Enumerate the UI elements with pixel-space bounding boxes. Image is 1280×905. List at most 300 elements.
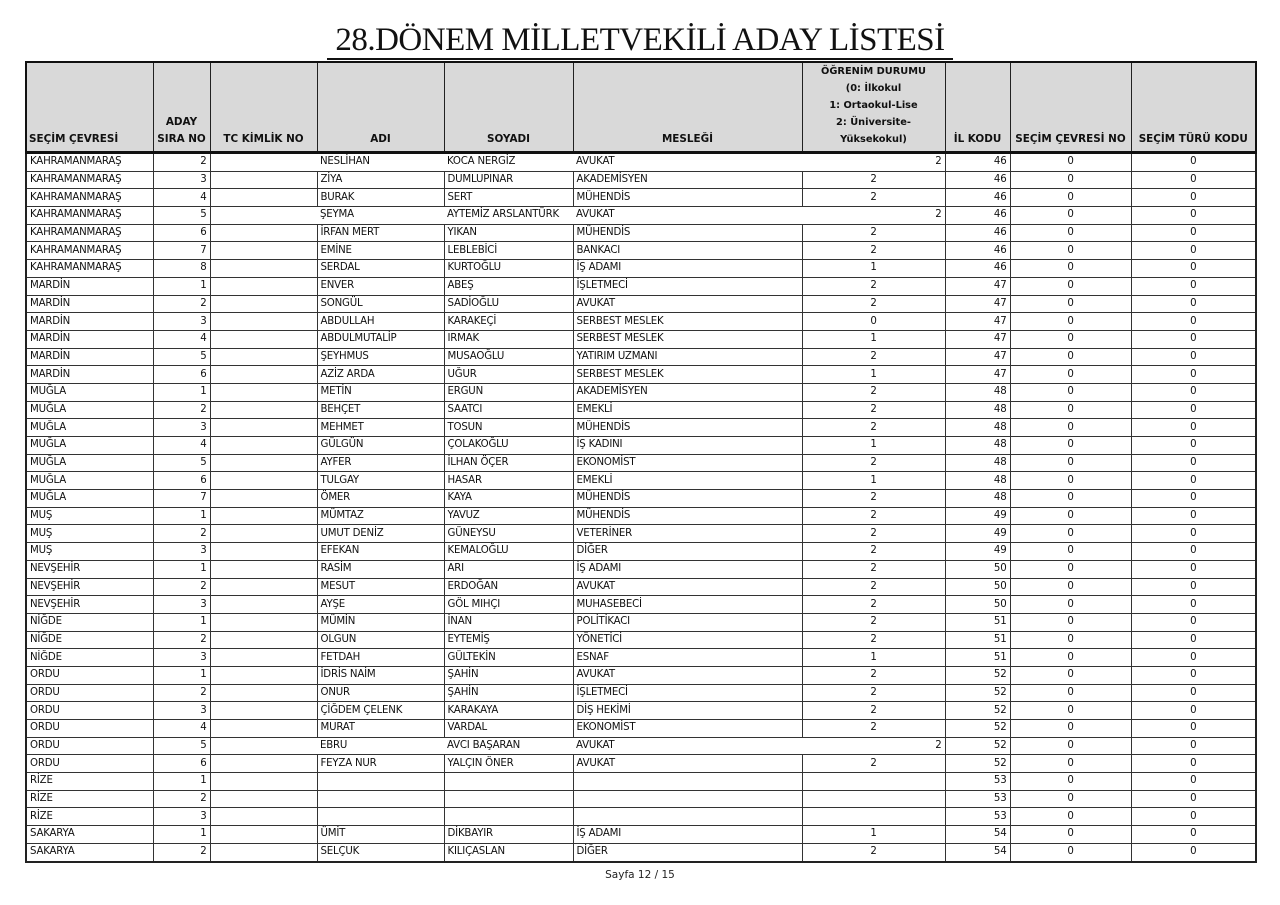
cell-aday-sira-no: 6 <box>153 472 210 490</box>
cell-soyadi: MUSAOĞLU <box>444 348 573 366</box>
cell-ogrenim-durumu <box>802 808 945 826</box>
cell-tc-kimlik-no <box>210 631 317 649</box>
cell-adi: GÜLGÜN <box>317 437 444 455</box>
cell-aday-sira-no: 4 <box>153 189 210 207</box>
table-row <box>26 543 1256 561</box>
cell-aday-sira-no: 2 <box>153 843 210 861</box>
cell-soyadi: KARAKEÇİ <box>444 313 573 331</box>
cell-tc-kimlik-no <box>210 560 317 578</box>
cell-tc-kimlik-no <box>210 843 317 861</box>
cell-meslegi: DİĞER <box>573 543 802 561</box>
cell-adi: UMUT DENİZ <box>317 525 444 543</box>
cell-soyadi: KILIÇASLAN <box>444 843 573 861</box>
cell-soyadi: ARI <box>444 560 573 578</box>
cell-secim-cevresi-no: 0 <box>1010 649 1131 667</box>
cell-aday-sira-no: 1 <box>153 666 210 684</box>
cell-adi: İDRİS NAİM <box>317 666 444 684</box>
cell-tc-kimlik-no <box>210 313 317 331</box>
cell-ogrenim-durumu: 2 <box>802 684 945 702</box>
cell-soyadi: KOCA NERGİZ <box>444 153 573 172</box>
cell-tc-kimlik-no <box>210 295 317 313</box>
cell-secim-turu-kodu: 0 <box>1131 313 1256 331</box>
table-row <box>26 578 1256 596</box>
cell-il-kodu: 53 <box>945 790 1010 808</box>
cell-tc-kimlik-no <box>210 277 317 295</box>
cell-aday-sira-no: 1 <box>153 773 210 791</box>
cell-secim-cevresi-no: 0 <box>1010 843 1131 861</box>
cell-il-kodu: 48 <box>945 490 1010 508</box>
cell-meslegi: MÜHENDİS <box>573 189 802 207</box>
cell-secim-cevresi-no: 0 <box>1010 260 1131 278</box>
cell-secim-cevresi-no: 0 <box>1010 242 1131 260</box>
cell-secim-cevresi-no: 0 <box>1010 383 1131 401</box>
table-row <box>26 330 1256 348</box>
header-tc-kimlik-no: TC KİMLİK NO <box>210 62 317 153</box>
cell-adi: SELÇUK <box>317 843 444 861</box>
cell-adi: ŞEYHMUS <box>317 348 444 366</box>
cell-secim-cevresi-no: 0 <box>1010 366 1131 384</box>
table-row <box>26 454 1256 472</box>
cell-il-kodu: 54 <box>945 826 1010 844</box>
cell-soyadi: EYTEMİŞ <box>444 631 573 649</box>
cell-aday-sira-no: 6 <box>153 224 210 242</box>
cell-soyadi: YALÇIN ÖNER <box>444 755 573 773</box>
cell-soyadi: AVCI BAŞARAN <box>444 737 573 755</box>
cell-tc-kimlik-no <box>210 507 317 525</box>
cell-il-kodu: 46 <box>945 153 1010 172</box>
cell-adi: OLGUN <box>317 631 444 649</box>
cell-il-kodu: 48 <box>945 472 1010 490</box>
cell-tc-kimlik-no <box>210 808 317 826</box>
cell-ogrenim-durumu: 2 <box>802 507 945 525</box>
cell-aday-sira-no: 5 <box>153 348 210 366</box>
table-row <box>26 790 1256 808</box>
cell-il-kodu: 47 <box>945 348 1010 366</box>
cell-soyadi: LEBLEBİCİ <box>444 242 573 260</box>
table-row <box>26 720 1256 738</box>
cell-ogrenim-durumu: 2 <box>802 419 945 437</box>
cell-il-kodu: 51 <box>945 649 1010 667</box>
cell-secim-turu-kodu: 0 <box>1131 843 1256 861</box>
table-row <box>26 153 1256 172</box>
cell-aday-sira-no: 5 <box>153 207 210 225</box>
table-row <box>26 437 1256 455</box>
cell-adi: ABDULLAH <box>317 313 444 331</box>
header-aday-sira-no: ADAY SIRA NO <box>153 62 210 153</box>
cell-adi: ENVER <box>317 277 444 295</box>
cell-secim-cevresi-no: 0 <box>1010 578 1131 596</box>
cell-soyadi: AYTEMİZ ARSLANTÜRK <box>444 207 573 225</box>
cell-adi: FEYZA NUR <box>317 755 444 773</box>
cell-soyadi: ŞAHİN <box>444 684 573 702</box>
cell-secim-turu-kodu: 0 <box>1131 348 1256 366</box>
table-row <box>26 207 1256 225</box>
cell-tc-kimlik-no <box>210 737 317 755</box>
header-secim-cevresi-no: SEÇİM ÇEVRESİ NO <box>1010 62 1131 153</box>
cell-adi: BURAK <box>317 189 444 207</box>
cell-aday-sira-no: 4 <box>153 437 210 455</box>
cell-secim-cevresi-no: 0 <box>1010 189 1131 207</box>
cell-tc-kimlik-no <box>210 666 317 684</box>
cell-aday-sira-no: 2 <box>153 631 210 649</box>
table-row <box>26 348 1256 366</box>
cell-il-kodu: 51 <box>945 613 1010 631</box>
cell-ogrenim-durumu <box>802 773 945 791</box>
cell-meslegi: İŞ ADAMI <box>573 560 802 578</box>
cell-meslegi: MÜHENDİS <box>573 224 802 242</box>
cell-aday-sira-no: 2 <box>153 578 210 596</box>
cell-aday-sira-no: 2 <box>153 401 210 419</box>
cell-ogrenim-durumu <box>802 790 945 808</box>
cell-secim-turu-kodu: 0 <box>1131 383 1256 401</box>
cell-secim-cevresi-no: 0 <box>1010 773 1131 791</box>
cell-secim-cevresi: MARDİN <box>26 277 153 295</box>
cell-ogrenim-durumu: 2 <box>802 525 945 543</box>
table-row <box>26 843 1256 861</box>
cell-secim-turu-kodu: 0 <box>1131 773 1256 791</box>
cell-secim-cevresi-no: 0 <box>1010 543 1131 561</box>
cell-meslegi: İŞ KADINI <box>573 437 802 455</box>
cell-il-kodu: 47 <box>945 313 1010 331</box>
cell-secim-turu-kodu: 0 <box>1131 755 1256 773</box>
cell-meslegi: İŞLETMECİ <box>573 277 802 295</box>
cell-soyadi: ÇOLAKOĞLU <box>444 437 573 455</box>
cell-tc-kimlik-no <box>210 596 317 614</box>
cell-soyadi: UĞUR <box>444 366 573 384</box>
cell-secim-cevresi: MUŞ <box>26 525 153 543</box>
cell-il-kodu: 48 <box>945 383 1010 401</box>
cell-il-kodu: 54 <box>945 843 1010 861</box>
cell-il-kodu: 50 <box>945 560 1010 578</box>
cell-secim-cevresi: MUĞLA <box>26 419 153 437</box>
cell-secim-cevresi: KAHRAMANMARAŞ <box>26 189 153 207</box>
cell-tc-kimlik-no <box>210 171 317 189</box>
cell-ogrenim-durumu: 2 <box>802 613 945 631</box>
cell-secim-turu-kodu: 0 <box>1131 437 1256 455</box>
cell-tc-kimlik-no <box>210 826 317 844</box>
cell-secim-turu-kodu: 0 <box>1131 826 1256 844</box>
cell-adi: AZİZ ARDA <box>317 366 444 384</box>
cell-soyadi <box>444 808 573 826</box>
cell-adi: BEHÇET <box>317 401 444 419</box>
cell-secim-cevresi: RİZE <box>26 790 153 808</box>
table-row <box>26 224 1256 242</box>
cell-il-kodu: 46 <box>945 242 1010 260</box>
cell-adi: ONUR <box>317 684 444 702</box>
cell-secim-cevresi: NİĞDE <box>26 631 153 649</box>
cell-secim-turu-kodu: 0 <box>1131 472 1256 490</box>
cell-adi: SERDAL <box>317 260 444 278</box>
cell-il-kodu: 47 <box>945 366 1010 384</box>
cell-aday-sira-no: 1 <box>153 560 210 578</box>
cell-il-kodu: 46 <box>945 224 1010 242</box>
cell-il-kodu: 46 <box>945 207 1010 225</box>
cell-aday-sira-no: 3 <box>153 171 210 189</box>
cell-il-kodu: 49 <box>945 507 1010 525</box>
cell-tc-kimlik-no <box>210 454 317 472</box>
cell-ogrenim-durumu: 2 <box>802 755 945 773</box>
cell-secim-cevresi: RİZE <box>26 808 153 826</box>
cell-secim-turu-kodu: 0 <box>1131 224 1256 242</box>
cell-meslegi: POLİTİKACI <box>573 613 802 631</box>
cell-secim-turu-kodu: 0 <box>1131 560 1256 578</box>
cell-meslegi: AKADEMİSYEN <box>573 383 802 401</box>
cell-secim-cevresi-no: 0 <box>1010 171 1131 189</box>
header-soyadi: SOYADI <box>444 62 573 153</box>
cell-ogrenim-durumu: 1 <box>802 330 945 348</box>
cell-soyadi: DİKBAYIR <box>444 826 573 844</box>
cell-secim-cevresi-no: 0 <box>1010 348 1131 366</box>
cell-aday-sira-no: 1 <box>153 826 210 844</box>
table-row <box>26 560 1256 578</box>
table-row <box>26 702 1256 720</box>
cell-aday-sira-no: 3 <box>153 313 210 331</box>
cell-meslegi <box>573 790 802 808</box>
cell-ogrenim-durumu: 1 <box>802 649 945 667</box>
cell-aday-sira-no: 7 <box>153 490 210 508</box>
table-row <box>26 189 1256 207</box>
cell-adi <box>317 808 444 826</box>
cell-secim-cevresi: ORDU <box>26 720 153 738</box>
cell-secim-cevresi-no: 0 <box>1010 613 1131 631</box>
cell-ogrenim-durumu: 2 <box>802 490 945 508</box>
cell-secim-cevresi-no: 0 <box>1010 419 1131 437</box>
cell-secim-cevresi: MUŞ <box>26 507 153 525</box>
cell-aday-sira-no: 6 <box>153 366 210 384</box>
cell-adi: FETDAH <box>317 649 444 667</box>
cell-tc-kimlik-no <box>210 578 317 596</box>
cell-meslegi: SERBEST MESLEK <box>573 330 802 348</box>
cell-meslegi: İŞ ADAMI <box>573 260 802 278</box>
cell-secim-turu-kodu: 0 <box>1131 543 1256 561</box>
cell-adi: MURAT <box>317 720 444 738</box>
cell-secim-cevresi-no: 0 <box>1010 720 1131 738</box>
cell-aday-sira-no: 1 <box>153 383 210 401</box>
cell-tc-kimlik-no <box>210 649 317 667</box>
cell-adi: MEHMET <box>317 419 444 437</box>
cell-aday-sira-no: 6 <box>153 755 210 773</box>
cell-tc-kimlik-no <box>210 383 317 401</box>
cell-ogrenim-durumu: 2 <box>802 153 945 172</box>
cell-adi: RASİM <box>317 560 444 578</box>
cell-soyadi: IRMAK <box>444 330 573 348</box>
cell-il-kodu: 52 <box>945 702 1010 720</box>
table-row <box>26 242 1256 260</box>
cell-adi: NESLİHAN <box>317 153 444 172</box>
header-secim-turu-kodu: SEÇİM TÜRÜ KODU <box>1131 62 1256 153</box>
cell-secim-cevresi: ORDU <box>26 755 153 773</box>
cell-ogrenim-durumu: 2 <box>802 277 945 295</box>
cell-ogrenim-durumu: 1 <box>802 260 945 278</box>
cell-aday-sira-no: 2 <box>153 684 210 702</box>
cell-aday-sira-no: 1 <box>153 507 210 525</box>
cell-secim-turu-kodu: 0 <box>1131 277 1256 295</box>
cell-secim-cevresi: SAKARYA <box>26 843 153 861</box>
cell-meslegi: MÜHENDİS <box>573 490 802 508</box>
header-ogrenim-durumu: ÖĞRENİM DURUMU (0: İlkokul 1: Ortaokul-Lise 2: Üniversite- Yüksekokul) <box>802 62 945 153</box>
cell-secim-cevresi: ORDU <box>26 666 153 684</box>
cell-ogrenim-durumu: 1 <box>802 437 945 455</box>
table-row <box>26 649 1256 667</box>
table-row <box>26 596 1256 614</box>
cell-secim-turu-kodu: 0 <box>1131 153 1256 172</box>
table-row <box>26 826 1256 844</box>
cell-il-kodu: 49 <box>945 543 1010 561</box>
cell-secim-turu-kodu: 0 <box>1131 260 1256 278</box>
cell-secim-cevresi-no: 0 <box>1010 826 1131 844</box>
cell-tc-kimlik-no <box>210 543 317 561</box>
cell-meslegi: BANKACI <box>573 242 802 260</box>
cell-meslegi: EKONOMİST <box>573 454 802 472</box>
cell-secim-turu-kodu: 0 <box>1131 207 1256 225</box>
cell-soyadi: İNAN <box>444 613 573 631</box>
cell-meslegi: ESNAF <box>573 649 802 667</box>
table-row <box>26 773 1256 791</box>
cell-aday-sira-no: 3 <box>153 419 210 437</box>
cell-secim-cevresi-no: 0 <box>1010 684 1131 702</box>
cell-secim-turu-kodu: 0 <box>1131 507 1256 525</box>
cell-secim-cevresi-no: 0 <box>1010 596 1131 614</box>
cell-meslegi: EMEKLİ <box>573 401 802 419</box>
title-text: 28.DÖNEM MİLLETVEKİLİ ADAY LİSTESİ <box>327 22 952 60</box>
cell-secim-cevresi: MUĞLA <box>26 454 153 472</box>
cell-ogrenim-durumu: 2 <box>802 224 945 242</box>
cell-soyadi: İLHAN ÖÇER <box>444 454 573 472</box>
cell-secim-cevresi-no: 0 <box>1010 755 1131 773</box>
cell-secim-cevresi: MARDİN <box>26 313 153 331</box>
cell-secim-cevresi-no: 0 <box>1010 401 1131 419</box>
document-title <box>0 22 1280 58</box>
table-row <box>26 755 1256 773</box>
cell-soyadi: DUMLUPINAR <box>444 171 573 189</box>
cell-secim-turu-kodu: 0 <box>1131 454 1256 472</box>
table-row <box>26 684 1256 702</box>
cell-secim-cevresi: MUŞ <box>26 543 153 561</box>
cell-secim-cevresi-no: 0 <box>1010 702 1131 720</box>
cell-il-kodu: 52 <box>945 720 1010 738</box>
cell-ogrenim-durumu: 2 <box>802 737 945 755</box>
cell-il-kodu: 46 <box>945 171 1010 189</box>
cell-secim-cevresi: MUĞLA <box>26 401 153 419</box>
cell-tc-kimlik-no <box>210 613 317 631</box>
cell-secim-cevresi-no: 0 <box>1010 313 1131 331</box>
cell-secim-cevresi-no: 0 <box>1010 525 1131 543</box>
cell-soyadi: GÖL MIHÇI <box>444 596 573 614</box>
cell-secim-cevresi: ORDU <box>26 737 153 755</box>
cell-aday-sira-no: 3 <box>153 649 210 667</box>
cell-secim-cevresi: NEVŞEHİR <box>26 596 153 614</box>
cell-tc-kimlik-no <box>210 720 317 738</box>
cell-secim-cevresi: NEVŞEHİR <box>26 578 153 596</box>
cell-ogrenim-durumu: 2 <box>802 171 945 189</box>
cell-meslegi: YATIRIM UZMANI <box>573 348 802 366</box>
cell-soyadi: VARDAL <box>444 720 573 738</box>
cell-secim-turu-kodu: 0 <box>1131 242 1256 260</box>
table-body <box>26 153 1256 862</box>
table-row <box>26 507 1256 525</box>
cell-adi: ÇİĞDEM ÇELENK <box>317 702 444 720</box>
cell-il-kodu: 52 <box>945 684 1010 702</box>
table-row <box>26 666 1256 684</box>
cell-tc-kimlik-no <box>210 330 317 348</box>
cell-secim-cevresi: MARDİN <box>26 330 153 348</box>
cell-soyadi: GÜLTEKİN <box>444 649 573 667</box>
cell-il-kodu: 49 <box>945 525 1010 543</box>
cell-meslegi: VETERİNER <box>573 525 802 543</box>
cell-secim-cevresi: NEVŞEHİR <box>26 560 153 578</box>
cell-aday-sira-no: 8 <box>153 260 210 278</box>
cell-aday-sira-no: 2 <box>153 153 210 172</box>
cell-secim-cevresi-no: 0 <box>1010 737 1131 755</box>
cell-il-kodu: 53 <box>945 808 1010 826</box>
cell-tc-kimlik-no <box>210 755 317 773</box>
cell-adi: ÜMİT <box>317 826 444 844</box>
cell-meslegi: AVUKAT <box>573 737 802 755</box>
table-row <box>26 613 1256 631</box>
cell-secim-cevresi-no: 0 <box>1010 330 1131 348</box>
cell-soyadi: TOSUN <box>444 419 573 437</box>
cell-secim-turu-kodu: 0 <box>1131 419 1256 437</box>
cell-ogrenim-durumu: 2 <box>802 843 945 861</box>
cell-meslegi: DİĞER <box>573 843 802 861</box>
cell-adi: EBRU <box>317 737 444 755</box>
header-il-kodu: İL KODU <box>945 62 1010 153</box>
cell-meslegi: AVUKAT <box>573 207 802 225</box>
cell-soyadi <box>444 773 573 791</box>
cell-secim-cevresi-no: 0 <box>1010 472 1131 490</box>
cell-secim-cevresi-no: 0 <box>1010 507 1131 525</box>
cell-aday-sira-no: 3 <box>153 596 210 614</box>
table-row <box>26 401 1256 419</box>
cell-ogrenim-durumu: 2 <box>802 401 945 419</box>
cell-il-kodu: 47 <box>945 330 1010 348</box>
cell-soyadi: KEMALOĞLU <box>444 543 573 561</box>
cell-ogrenim-durumu: 2 <box>802 720 945 738</box>
cell-adi: MÜMİN <box>317 613 444 631</box>
cell-secim-cevresi-no: 0 <box>1010 454 1131 472</box>
cell-secim-turu-kodu: 0 <box>1131 366 1256 384</box>
cell-ogrenim-durumu: 2 <box>802 631 945 649</box>
cell-meslegi: İŞ ADAMI <box>573 826 802 844</box>
cell-secim-turu-kodu: 0 <box>1131 189 1256 207</box>
cell-secim-cevresi-no: 0 <box>1010 277 1131 295</box>
cell-secim-turu-kodu: 0 <box>1131 613 1256 631</box>
table-row <box>26 490 1256 508</box>
cell-secim-cevresi-no: 0 <box>1010 631 1131 649</box>
cell-secim-cevresi-no: 0 <box>1010 790 1131 808</box>
cell-secim-turu-kodu: 0 <box>1131 596 1256 614</box>
table-row <box>26 171 1256 189</box>
cell-adi: EMİNE <box>317 242 444 260</box>
cell-il-kodu: 52 <box>945 737 1010 755</box>
cell-il-kodu: 48 <box>945 454 1010 472</box>
cell-secim-cevresi-no: 0 <box>1010 224 1131 242</box>
cell-aday-sira-no: 7 <box>153 242 210 260</box>
cell-ogrenim-durumu: 2 <box>802 454 945 472</box>
cell-il-kodu: 48 <box>945 401 1010 419</box>
cell-soyadi: HASAR <box>444 472 573 490</box>
cell-ogrenim-durumu: 2 <box>802 242 945 260</box>
cell-ogrenim-durumu: 2 <box>802 295 945 313</box>
cell-ogrenim-durumu: 2 <box>802 207 945 225</box>
cell-aday-sira-no: 3 <box>153 543 210 561</box>
cell-tc-kimlik-no <box>210 401 317 419</box>
cell-tc-kimlik-no <box>210 242 317 260</box>
table-row <box>26 295 1256 313</box>
header-adi: ADI <box>317 62 444 153</box>
cell-secim-turu-kodu: 0 <box>1131 401 1256 419</box>
table-header-row <box>26 62 1256 153</box>
